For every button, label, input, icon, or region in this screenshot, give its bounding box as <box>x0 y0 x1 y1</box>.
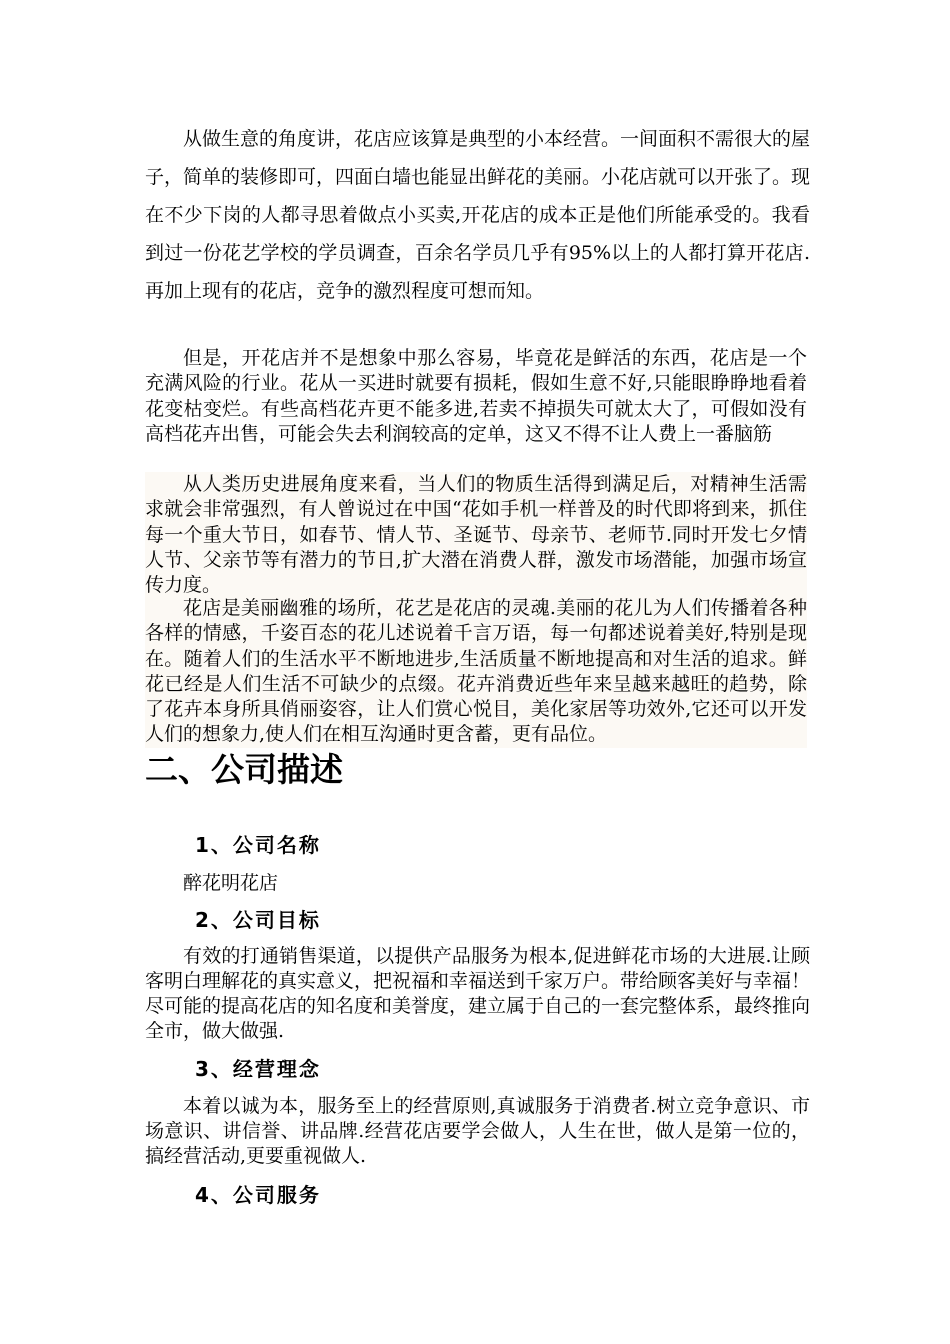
business-philosophy-text: 本着以诚为本，服务至上的经营原则,真诚服务于消费者.树立竞争意识、市场意识、讲信誉、讲品牌.经营花店要学会做人，人生在世，做人是第一位的，搞经营活动,更要重视做人. <box>145 1095 810 1167</box>
intro-paragraph: 从做生意的角度讲，花店应该算是典型的小本经营。一间面积不需很大的屋子，简单的装修即可，四面白墙也能显出鲜花的美丽。小花店就可以开张了。现在不少下岗的人都寻思着做点小买卖,开花店的成本正是他们所能承受的。我看到过一份花艺学校的学员调查，百余名学员几乎有95%以上的人都打算开花店.再加上现有的花店，竞争的激烈程度可想而知。 <box>145 128 811 302</box>
subheading-company-name: 1、公司名称 <box>195 833 321 857</box>
company-goal-text: 有效的打通销售渠道，以提供产品服务为根本,促进鲜花市场的大进展.让顾客明白理解花的真实意义，把祝福和幸福送到千家万户。带给顾客美好与幸福！尽可能的提高花店的知名度和美誉度，建立属于自己的一套完整体系，最终推向全市，做大做强. <box>145 945 811 1042</box>
history-paragraph: 从人类历史进展角度来看，当人们的物质生活得到满足后，对精神生活需求就会非常强烈，有人曾说过在中国“花如手机一样普及的时代即将到来，抓住每一个重大节日，如春节、情人节、圣诞节、母亲节、老师节.同时开发七夕情人节、父亲节等有潜力的节日,扩大潜在消费人群，激发市场潜能，加强市场宣传力度。 <box>145 472 807 598</box>
flower-shop-paragraph: 花店是美丽幽雅的场所，花艺是花店的灵魂.美丽的花儿为人们传播着各种各样的情感，千姿百态的花儿述说着千言万语，每一句都述说着美好,特别是现在。随着人们的生活水平不断地进步,生活质量不断地提高和对生活的追求。鲜花已经是人们生活不可缺少的点缀。花卉消费近些年来呈越来越旺的趋势，除了花卉本身所具俏丽姿容，让人们赏心悦目，美化家居等功效外,它还可以开发人们的想象力,使人们在相互沟通时更含蓄，更有品位。 <box>145 596 807 748</box>
risk-paragraph: 但是，开花店并不是想象中那么容易，毕竟花是鲜活的东西，花店是一个充满风险的行业。花从一买进时就要有损耗，假如生意不好,只能眼睁睁地看着花变枯变烂。有些高档花卉更不能多进,若卖不掉损失可就太大了，可假如没有高档花卉出售，可能会失去利润较高的定单，这又不得不让人费上一番脑筋 <box>145 346 807 447</box>
company-name-text: 醉花明花店 <box>183 872 279 894</box>
subheading-company-services: 4、公司服务 <box>195 1183 321 1207</box>
subheading-company-goal: 2、公司目标 <box>195 908 321 932</box>
subheading-business-philosophy: 3、经营理念 <box>195 1057 321 1081</box>
section-heading-company-description: 二、公司描述 <box>145 750 343 789</box>
